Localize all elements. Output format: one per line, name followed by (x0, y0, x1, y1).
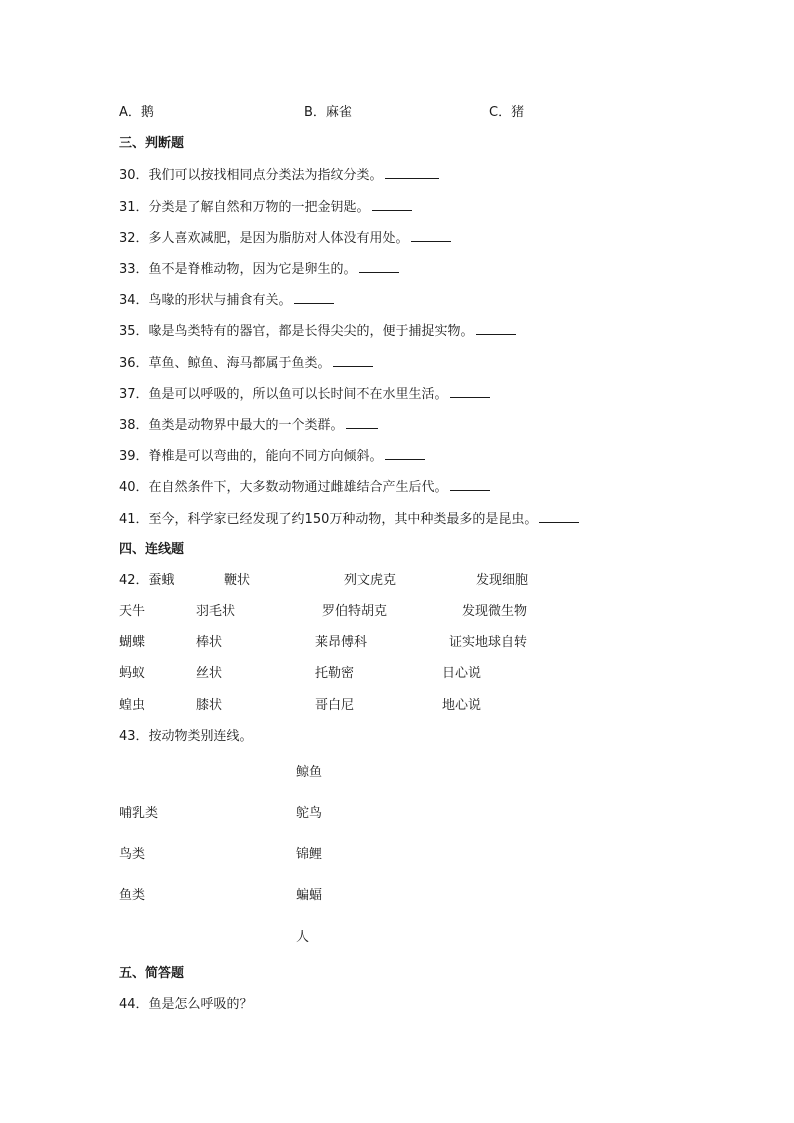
judge-item: 35．喙是鸟类特有的器官，都是长得尖尖的，便于捕捉实物。 (119, 322, 516, 341)
judge-item: 40．在自然条件下，大多数动物通过雌雄结合产生后代。 (119, 478, 490, 497)
judge-item: 31．分类是了解自然和万物的一把金钥匙。 (119, 198, 412, 217)
judge-item: 34．鸟喙的形状与捕食有关。 (119, 291, 334, 310)
q42-scientist: 莱昂傅科 (315, 635, 368, 650)
answer-blank[interactable] (450, 385, 490, 398)
answer-blank[interactable] (333, 354, 373, 367)
answer-blank[interactable] (294, 291, 334, 304)
q42-discovery: 地心说 (442, 698, 482, 713)
answer-blank[interactable] (411, 229, 451, 242)
judge-item: 32．多人喜欢减肥，是因为脂肪对人体没有用处。 (119, 229, 451, 248)
q42-antenna: 膝状 (196, 698, 223, 713)
judge-item: 38．鱼类是动物界中最大的一个类群。 (119, 416, 378, 435)
option-c: C．猪 (489, 105, 525, 120)
q42-scientist: 托勒密 (315, 666, 355, 681)
section-title-matching: 四、连线题 (119, 542, 185, 557)
q42-antenna: 丝状 (196, 666, 223, 681)
option-a: A．鹅 (119, 105, 154, 120)
answer-blank[interactable] (539, 510, 579, 523)
answer-blank[interactable] (346, 416, 378, 429)
answer-blank[interactable] (450, 478, 490, 491)
q43-animal: 蝙蝠 (296, 888, 323, 903)
q42-discovery: 发现微生物 (462, 604, 528, 619)
answer-blank[interactable] (359, 260, 399, 273)
q43-category: 哺乳类 (119, 806, 159, 821)
section-title-judge: 三、判断题 (119, 136, 185, 151)
q43-category: 鱼类 (119, 888, 146, 903)
judge-item: 33．鱼不是脊椎动物，因为它是卵生的。 (119, 260, 399, 279)
judge-item: 39．脊椎是可以弯曲的，能向不同方向倾斜。 (119, 447, 425, 466)
q42-discovery: 证实地球自转 (449, 635, 528, 650)
q42-scientist: 哥白尼 (315, 698, 355, 713)
judge-item: 37．鱼是可以呼吸的，所以鱼可以长时间不在水里生活。 (119, 385, 490, 404)
answer-blank[interactable] (476, 322, 516, 335)
q42-discovery: 日心说 (442, 666, 482, 681)
q42-antenna: 羽毛状 (196, 604, 236, 619)
q42-antenna: 鞭状 (224, 573, 251, 588)
q42-insect: 蝗虫 (119, 698, 146, 713)
q43-category: 鸟类 (119, 847, 146, 862)
q43-animal: 鲸鱼 (296, 765, 323, 780)
answer-blank[interactable] (385, 166, 439, 179)
judge-item: 41．至今，科学家已经发现了约150万种动物，其中种类最多的是昆虫。 (119, 510, 579, 529)
q42-insect: 蝴蝶 (119, 635, 146, 650)
q43-animal: 鸵鸟 (296, 806, 323, 821)
answer-blank[interactable] (372, 198, 412, 211)
q43-prompt: 43．按动物类别连线。 (119, 729, 253, 744)
q42-insect: 42．蚕蛾 (119, 573, 175, 588)
judge-item: 30．我们可以按找相同点分类法为指纹分类。 (119, 166, 439, 185)
q42-discovery: 发现细胞 (476, 573, 529, 588)
q43-animal: 锦鲤 (296, 847, 323, 862)
q42-insect: 蚂蚁 (119, 666, 146, 681)
q42-insect: 天牛 (119, 604, 146, 619)
q42-scientist: 罗伯特胡克 (322, 604, 388, 619)
q42-scientist: 列文虎克 (344, 573, 397, 588)
q44-question: 44．鱼是怎么呼吸的？ (119, 997, 253, 1012)
option-b: B．麻雀 (304, 105, 352, 120)
q43-animal: 人 (296, 930, 310, 945)
section-title-short-answer: 五、简答题 (119, 966, 185, 981)
q42-antenna: 棒状 (196, 635, 223, 650)
judge-item: 36．草鱼、鲸鱼、海马都属于鱼类。 (119, 354, 373, 373)
answer-blank[interactable] (385, 447, 425, 460)
